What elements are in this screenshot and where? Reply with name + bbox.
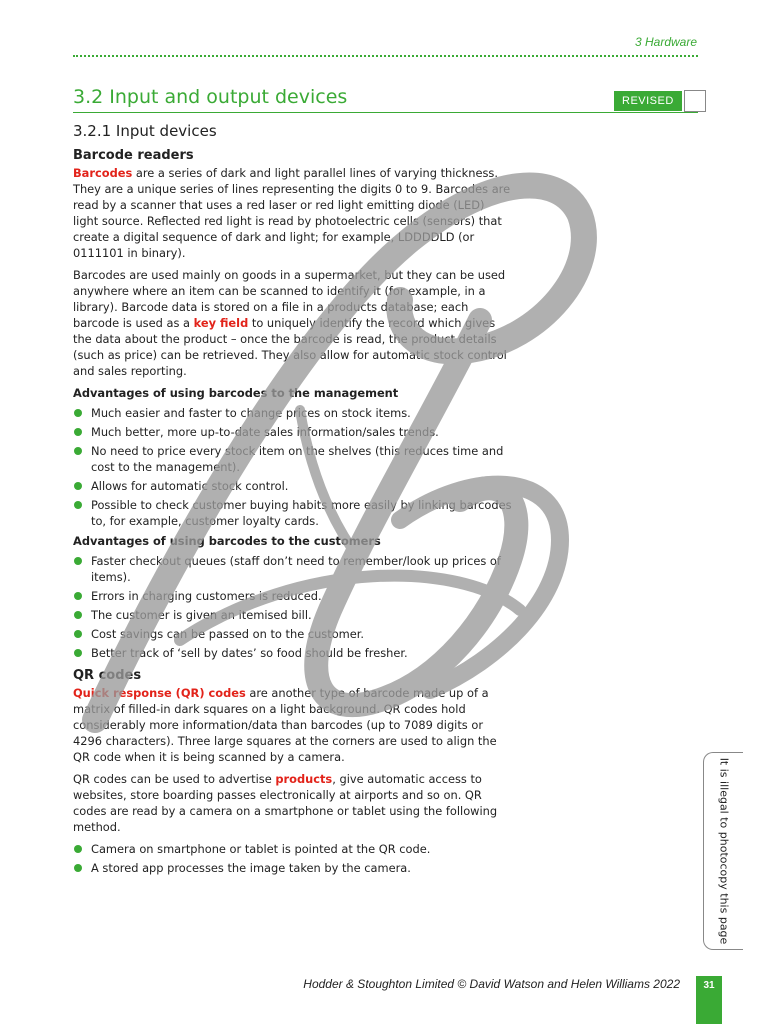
footer-copyright: Hodder & Stoughton Limited © David Watson and Helen Williams 2022	[303, 977, 680, 991]
subsection-title: 3.2.1 Input devices	[73, 122, 217, 140]
bullet-icon	[74, 428, 82, 436]
revised-label: REVISED	[614, 91, 682, 111]
page-number: 31	[696, 976, 722, 1024]
section-title: 3.2 Input and output devices	[73, 86, 348, 108]
list-item-text: Better track of ‘sell by dates’ so food should be fresher.	[91, 646, 408, 660]
list-item	[73, 588, 513, 604]
list-item	[73, 841, 513, 857]
list-item-text: Cost savings can be passed on to the customer.	[91, 627, 365, 641]
qr-p2-text-before: QR codes can be used to advertise	[73, 772, 276, 786]
list-item	[73, 860, 513, 876]
qr-paragraph-1	[73, 685, 513, 765]
list-item	[73, 645, 513, 661]
management-advantages-list	[73, 405, 513, 529]
bullet-icon	[74, 482, 82, 490]
list-item-text: Errors in charging customers is reduced.	[91, 589, 322, 603]
running-head: 3 Hardware	[634, 35, 697, 49]
list-item-text: Possible to check customer buying habits more easily by linking barcodes to, for example, customer loyalty cards.	[91, 498, 512, 528]
qr-heading: QR codes	[73, 668, 142, 683]
bullet-icon	[74, 557, 82, 565]
barcode-paragraph-2	[73, 267, 513, 379]
photocopy-notice-tab	[703, 752, 743, 950]
key-term-products[interactable]: products	[275, 772, 333, 786]
bullet-icon	[74, 611, 82, 619]
management-advantages-heading: Advantages of using barcodes to the management	[73, 386, 399, 400]
list-item-text: Much better, more up-to-date sales information/sales trends.	[91, 425, 439, 439]
barcode-heading: Barcode readers	[73, 148, 194, 163]
list-item	[73, 424, 513, 440]
bullet-icon	[74, 501, 82, 509]
barcode-paragraph-1	[73, 165, 513, 261]
revised-badge[interactable]	[614, 91, 706, 111]
key-term-key-field[interactable]: key field	[193, 316, 249, 330]
list-item	[73, 553, 513, 585]
list-item	[73, 443, 513, 475]
qr-paragraph-2	[73, 771, 513, 835]
bullet-icon	[74, 649, 82, 657]
bullet-icon	[74, 592, 82, 600]
list-item	[73, 478, 513, 494]
list-item-text: No need to price every stock item on the shelves (this reduces time and cost to the management).	[91, 444, 504, 474]
list-item-text: Faster checkout queues (staff don’t need to remember/look up prices of items).	[91, 554, 501, 584]
bullet-icon	[74, 845, 82, 853]
section-underline	[73, 112, 698, 113]
list-item	[73, 405, 513, 421]
revised-checkbox[interactable]	[684, 90, 706, 112]
main-content	[73, 121, 513, 880]
list-item	[73, 497, 513, 529]
bullet-icon	[74, 864, 82, 872]
bullet-icon	[74, 447, 82, 455]
key-term-barcodes[interactable]: Barcodes	[73, 166, 133, 180]
list-item-text: Allows for automatic stock control.	[91, 479, 289, 493]
dotted-divider	[73, 55, 698, 57]
barcode-p2-text-before: Barcodes are used mainly on goods in a supermarket, but they can be used anywhere where an item can be scanned to identify it (for example, in a library). Barcode data is stored on a file in a products database; each barcode is used as a	[73, 268, 506, 330]
list-item	[73, 626, 513, 642]
qr-p1-text: are another type of barcode made up of a matrix of filled-in dark squares on a light background. QR codes hold considerably more information/data than barcodes (up to 7089 digits or 4296 characters). Three large squares at the corners are used to align the QR code when it is being scanned by a camera.	[73, 686, 497, 764]
list-item-text: A stored app processes the image taken by the camera.	[91, 861, 411, 875]
qr-p2-text-after: , give automatic access to websites, store boarding passes electronically at airports and so on. QR codes are read by a camera on a smartphone or tablet using the following method.	[73, 772, 498, 834]
list-item	[73, 607, 513, 623]
list-item-text: Much easier and faster to change prices on stock items.	[91, 406, 411, 420]
customer-advantages-list	[73, 553, 513, 661]
qr-method-list	[73, 841, 513, 876]
photocopy-notice-text: It is illegal to photocopy this page	[717, 757, 730, 945]
bullet-icon	[74, 630, 82, 638]
key-term-qr-codes[interactable]: Quick response (QR) codes	[73, 686, 246, 700]
barcode-p1-text: are a series of dark and light parallel lines of varying thickness. They are a unique series of lines representing the digits 0 to 9. Barcodes are read by a scanner that uses a red laser or red light emitting diode (LED) light source. Reflected red light is read by photoelectric cells (sensors) that create a digital sequence of dark and light; for example, LDDDDLD (or 0111101 in binary).	[73, 166, 511, 260]
bullet-icon	[74, 409, 82, 417]
list-item-text: Camera on smartphone or tablet is pointed at the QR code.	[91, 842, 431, 856]
customer-advantages-heading: Advantages of using barcodes to the customers	[73, 534, 381, 548]
list-item-text: The customer is given an itemised bill.	[91, 608, 312, 622]
barcode-p2-text-after: to uniquely identify the record which gives the data about the product – once the barcode is read, the product details (such as price) can be retrieved. They also allow for automatic stock control and sales reporting.	[73, 316, 507, 378]
